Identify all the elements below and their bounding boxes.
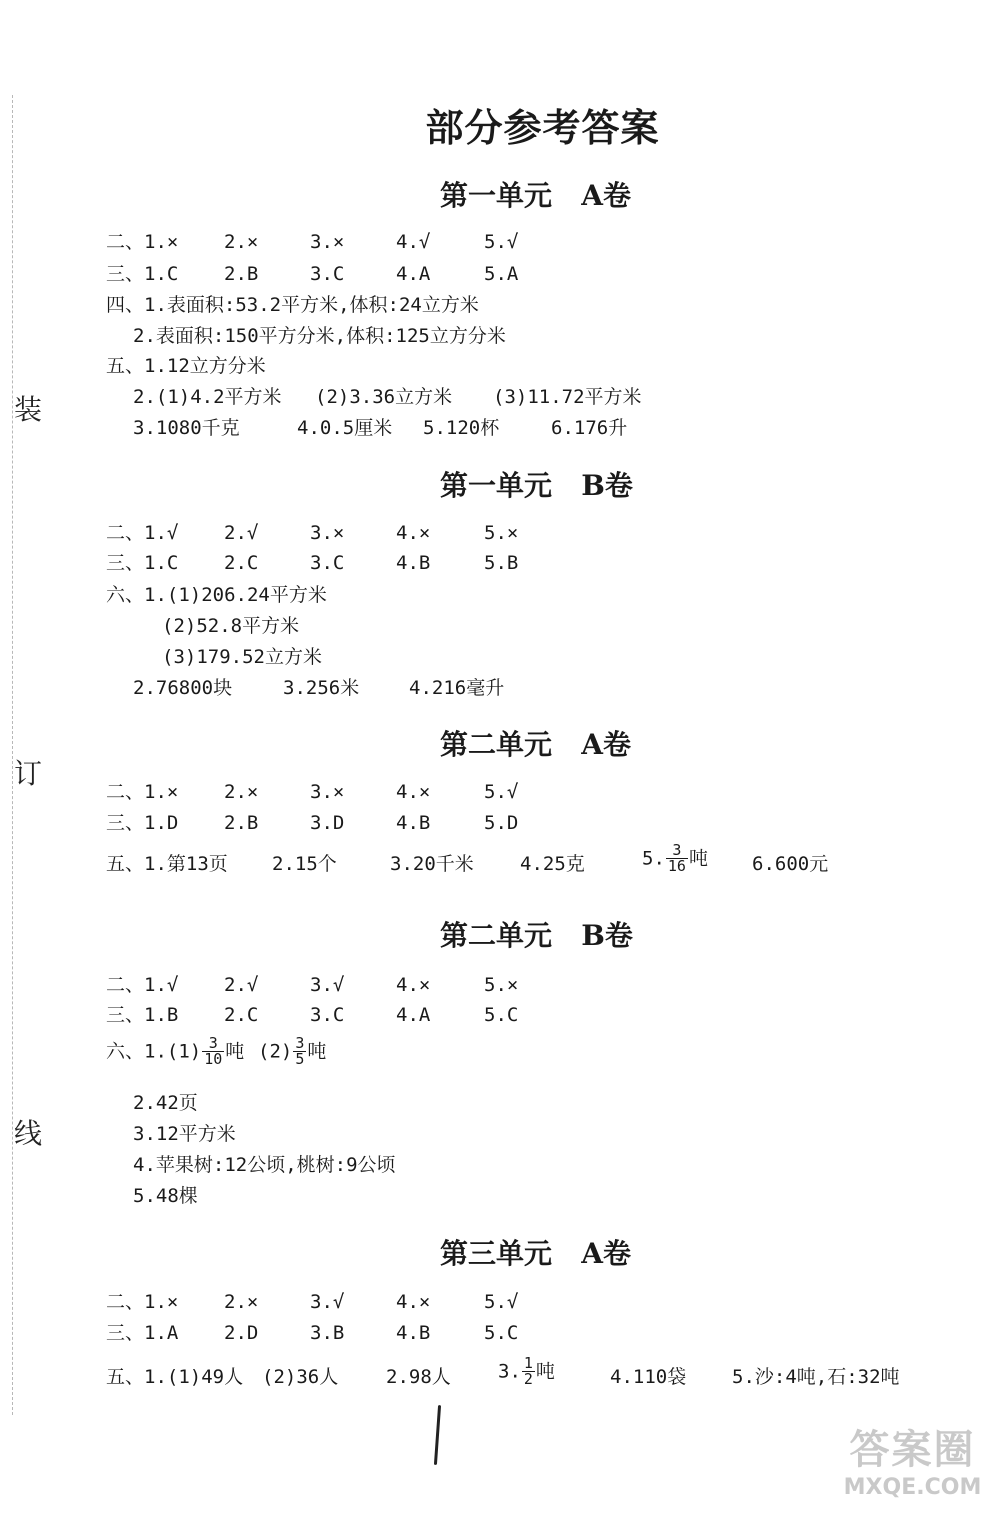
section-title-unit1-a: 第一单元 A卷 [440, 179, 631, 212]
answer-line: 四、1.表面积:53.2平方米,体积:24立方米 [106, 294, 479, 316]
margin-char-xian: 线 [14, 1117, 43, 1150]
section-title-unit1-b: 第一单元 B卷 [440, 469, 633, 502]
margin-char-ding: 订 [14, 757, 43, 790]
answer-line: (2)52.8平方米 [162, 615, 300, 637]
answer-line: 2.42页 [133, 1092, 198, 1114]
answer-line: 5.48棵 [133, 1185, 198, 1207]
answer-line: (3)179.52立方米 [162, 646, 322, 668]
watermark [830, 1418, 995, 1513]
pen-mark [434, 1405, 441, 1465]
watermark-logo: 答案圈 [849, 1426, 976, 1473]
answer-line: 3.12平方米 [133, 1123, 236, 1145]
section-title-unit3-a: 第三单元 A卷 [440, 1237, 631, 1270]
page-title: 部分参考答案 [425, 105, 660, 150]
fraction: $\frac{3}{5}$ [295, 1034, 305, 1068]
answer-line: 2.表面积:150平方分米,体积:125立方分米 [133, 325, 506, 347]
binding-dashed-line [12, 95, 13, 1415]
fraction: $\frac{3}{16}$ [667, 841, 686, 875]
section-title-unit2-a: 第二单元 A卷 [440, 728, 631, 761]
answer-line: 4.苹果树:12公顷,桃树:9公顷 [133, 1154, 396, 1176]
fraction: $\frac{3}{10}$ [204, 1034, 223, 1068]
watermark-url: MXQE.COM [843, 1475, 982, 1500]
margin-char-zhuang: 装 [14, 393, 43, 426]
fraction: $\frac{1}{2}$ [523, 1354, 533, 1388]
answer-line: 五、1.12立方分米 [106, 355, 266, 377]
answer-line: 六、1.(1)206.24平方米 [106, 584, 327, 606]
section-title-unit2-b: 第二单元 B卷 [440, 919, 633, 952]
